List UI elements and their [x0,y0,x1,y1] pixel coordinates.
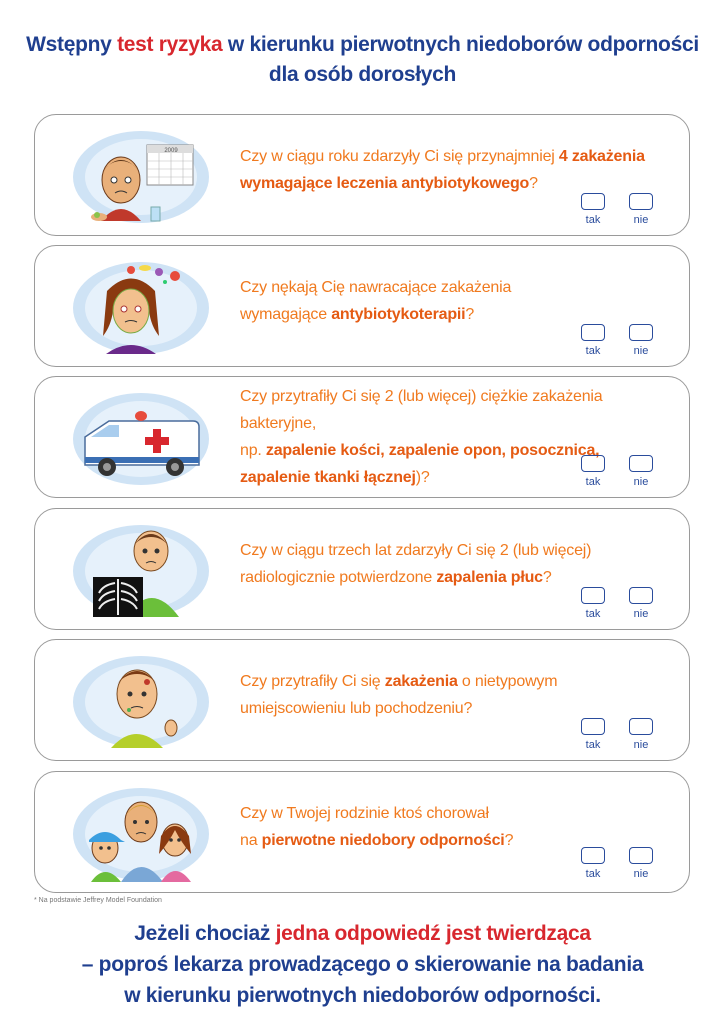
man-xray-icon [71,519,211,619]
question-card-2 [34,245,690,367]
checkbox-nie[interactable] [629,847,653,864]
sick-man-calendar-icon [71,125,211,225]
title-line-2: dla osób dorosłych [268,63,457,86]
question-card-5 [34,639,690,761]
label-nie: nie [633,739,649,751]
title-highlight: test ryzyka [117,33,223,56]
question-part: wymagające [240,306,332,323]
question-part: Czy w Twojej rodzinie ktoś chorował [240,805,489,822]
question-emphasis: zapalenie tkanki łącznej [240,469,416,486]
question-text [240,668,680,722]
question-emphasis: zakażenia [384,673,458,690]
label-nie: nie [633,214,649,226]
question-text [240,537,680,591]
question-part: ? [504,832,514,849]
checkbox-tak[interactable] [581,587,605,604]
checkbox-nie[interactable] [629,193,653,210]
cta-line-3: w kierunku pierwotnych niedoborów odporności. [124,984,601,1007]
checkbox-tak[interactable] [581,455,605,472]
question-part: ? [542,569,552,586]
label-tak: tak [585,476,601,488]
label-nie: nie [633,608,649,620]
cta-line-2: – poproś lekarza prowadzącego o skierowanie na badania [81,953,644,976]
question-text [240,143,680,197]
question-part: Czy przytrafiły Ci się [240,673,385,690]
man-skin-infection-icon [71,650,211,750]
question-card-3 [34,376,690,498]
question-emphasis: pierwotne niedobory odporności [261,832,505,849]
question-part: Czy w ciągu trzech lat zdarzyły Ci się 2 (lub więcej) [240,542,592,559]
question-part: ? [465,306,475,323]
question-part: umiejscowieniu lub pochodzeniu? [240,700,473,717]
question-part: )? [415,469,430,486]
family-icon [71,782,211,882]
label-tak: tak [585,608,601,620]
question-part: radiologicznie potwierdzone [240,569,437,586]
call-to-action [0,918,725,1011]
label-tak: tak [585,868,601,880]
question-part: na [240,832,262,849]
checkbox-tak[interactable] [581,324,605,341]
checkbox-nie[interactable] [629,324,653,341]
question-text [240,274,680,328]
cta-part: Jeżeli chociaż [134,922,276,945]
sick-woman-pills-icon [71,256,211,356]
label-nie: nie [633,345,649,357]
label-nie: nie [633,868,649,880]
question-part: ? [529,175,538,192]
question-part: Czy przytrafiły Ci się 2 (lub więcej) ciężkie zakażenia bakteryjne, [240,388,603,432]
page-title [0,30,725,90]
ambulance-icon [71,387,211,487]
question-emphasis: 4 zakażenia [558,148,645,165]
checkbox-nie[interactable] [629,455,653,472]
question-emphasis: antybiotykoterapii [331,306,466,323]
label-tak: tak [585,214,601,226]
question-part: o nietypowym [457,673,558,690]
question-part: Czy nękają Cię nawracające zakażenia [240,279,512,296]
checkbox-tak[interactable] [581,193,605,210]
title-part: Wstępny [26,33,118,56]
question-card-6 [34,771,690,893]
question-emphasis: zapalenia płuc [436,569,543,586]
question-text [240,383,680,491]
checkbox-nie[interactable] [629,718,653,735]
label-nie: nie [633,476,649,488]
cta-highlight: jedna odpowiedź jest twierdząca [275,922,591,945]
label-tak: tak [585,345,601,357]
question-part: Czy w ciągu roku zdarzyły Ci się przynajmniej [240,148,559,165]
checkbox-nie[interactable] [629,587,653,604]
checkbox-tak[interactable] [581,718,605,735]
question-emphasis: wymagające leczenia antybiotykowego [240,175,530,192]
question-text [240,800,680,854]
question-card-1 [34,114,690,236]
question-card-4 [34,508,690,630]
footnote: * Na podstawie Jeffrey Model Foundation [34,897,162,904]
svg-text:2009: 2009 [164,148,178,154]
checkbox-tak[interactable] [581,847,605,864]
question-emphasis: zapalenie kości, zapalenie opon, posocznica, [265,442,600,459]
question-part: np. [240,442,266,459]
title-part: w kierunku pierwotnych niedoborów odporności [222,33,699,56]
label-tak: tak [585,739,601,751]
